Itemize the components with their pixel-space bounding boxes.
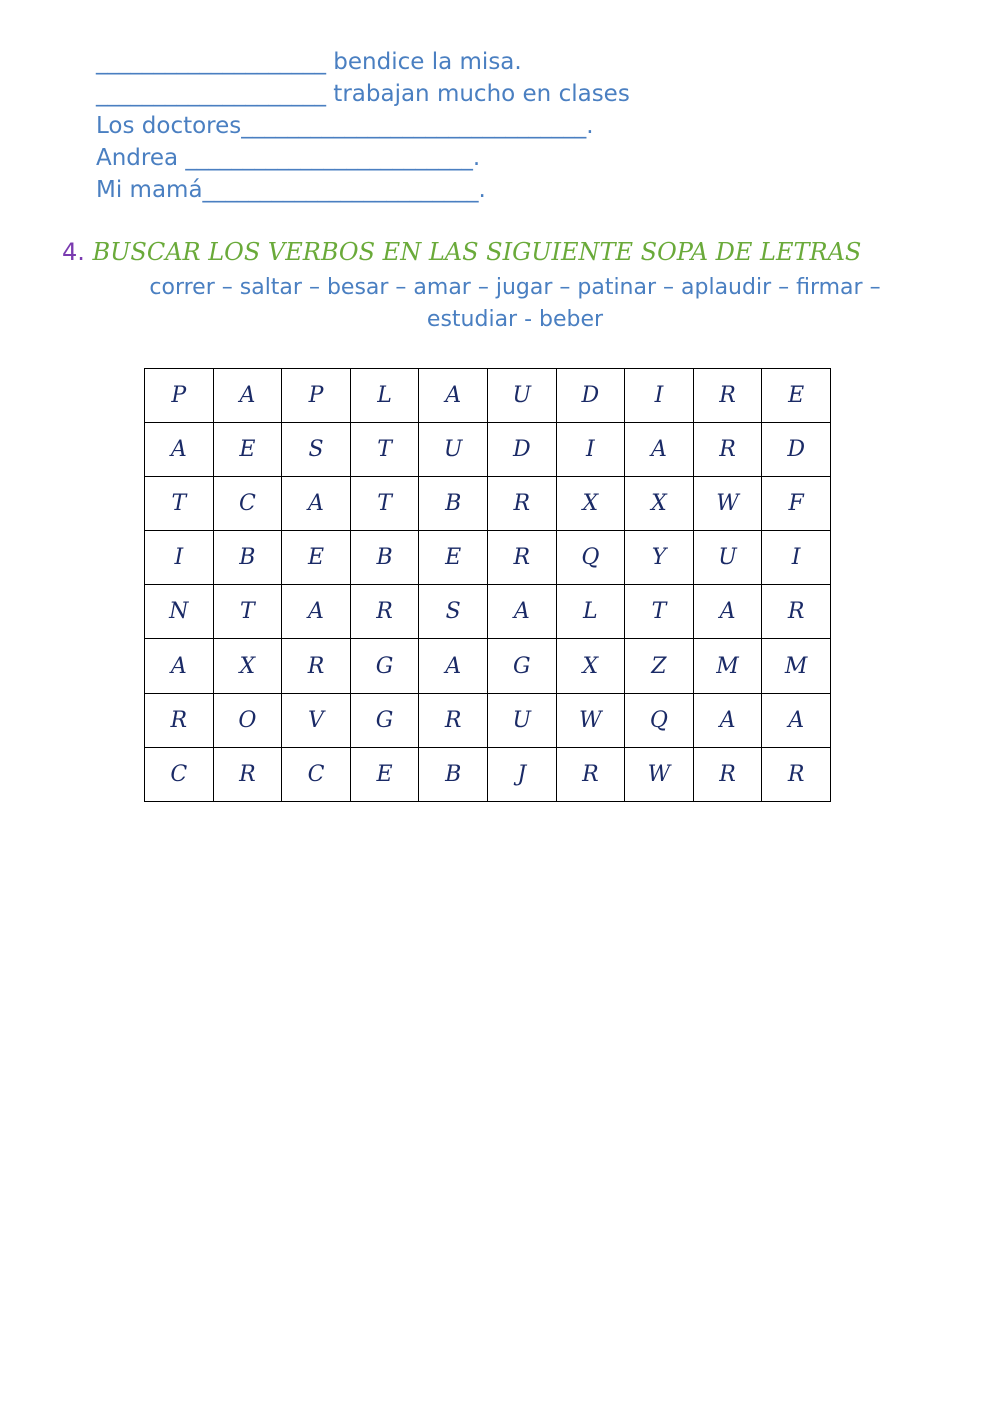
word-search-grid bbox=[144, 368, 831, 802]
grid-cell[interactable]: U bbox=[419, 423, 488, 477]
grid-cell[interactable]: E bbox=[762, 369, 831, 423]
grid-cell[interactable]: A bbox=[693, 585, 762, 639]
grid-cell[interactable]: X bbox=[213, 639, 282, 693]
grid-cell[interactable]: R bbox=[213, 747, 282, 801]
grid-cell[interactable]: R bbox=[145, 693, 214, 747]
grid-cell[interactable]: A bbox=[487, 585, 556, 639]
grid-cell[interactable]: W bbox=[625, 747, 694, 801]
grid-cell[interactable]: Y bbox=[625, 531, 694, 585]
grid-cell[interactable]: A bbox=[625, 423, 694, 477]
grid-cell[interactable]: G bbox=[350, 639, 419, 693]
grid-cell[interactable]: N bbox=[145, 585, 214, 639]
grid-cell[interactable]: T bbox=[625, 585, 694, 639]
grid-cell[interactable]: I bbox=[625, 369, 694, 423]
grid-cell[interactable]: R bbox=[487, 531, 556, 585]
grid-cell[interactable]: E bbox=[282, 531, 351, 585]
grid-cell[interactable]: R bbox=[693, 747, 762, 801]
grid-cell[interactable]: B bbox=[419, 747, 488, 801]
grid-cell[interactable]: B bbox=[213, 531, 282, 585]
grid-cell[interactable]: A bbox=[213, 369, 282, 423]
grid-cell[interactable]: U bbox=[693, 531, 762, 585]
grid-cell[interactable]: R bbox=[419, 693, 488, 747]
grid-row bbox=[145, 639, 831, 693]
exercise-title: BUSCAR LOS VERBOS EN LAS SIGUIENTE SOPA DE LETRAS bbox=[92, 238, 862, 266]
grid-cell[interactable]: A bbox=[145, 423, 214, 477]
grid-cell[interactable]: R bbox=[282, 639, 351, 693]
grid-cell[interactable]: J bbox=[487, 747, 556, 801]
grid-cell[interactable]: T bbox=[350, 423, 419, 477]
sentence-line: ____________________ bendice la misa. bbox=[96, 49, 522, 75]
grid-cell[interactable]: X bbox=[556, 639, 625, 693]
grid-cell[interactable]: E bbox=[350, 747, 419, 801]
grid-cell[interactable]: I bbox=[762, 531, 831, 585]
grid-cell[interactable]: O bbox=[213, 693, 282, 747]
sentence-line: Los doctores______________________________. bbox=[96, 113, 594, 139]
grid-cell[interactable]: R bbox=[762, 747, 831, 801]
grid-cell[interactable]: U bbox=[487, 369, 556, 423]
grid-cell[interactable]: P bbox=[145, 369, 214, 423]
grid-cell[interactable]: D bbox=[487, 423, 556, 477]
grid-cell[interactable]: G bbox=[350, 693, 419, 747]
grid-cell[interactable]: C bbox=[282, 747, 351, 801]
grid-row bbox=[145, 531, 831, 585]
grid-cell[interactable]: S bbox=[419, 585, 488, 639]
grid-cell[interactable]: R bbox=[556, 747, 625, 801]
fill-in-sentences bbox=[96, 46, 630, 206]
grid-cell[interactable]: A bbox=[282, 477, 351, 531]
grid-cell[interactable]: E bbox=[213, 423, 282, 477]
grid-cell[interactable]: A bbox=[693, 693, 762, 747]
grid-row bbox=[145, 585, 831, 639]
grid-cell[interactable]: A bbox=[419, 639, 488, 693]
grid-cell[interactable]: T bbox=[350, 477, 419, 531]
grid-cell[interactable]: B bbox=[419, 477, 488, 531]
exercise-number: 4. bbox=[62, 238, 85, 266]
grid-cell[interactable]: M bbox=[693, 639, 762, 693]
grid-cell[interactable]: R bbox=[350, 585, 419, 639]
grid-cell[interactable]: M bbox=[762, 639, 831, 693]
grid-cell[interactable]: G bbox=[487, 639, 556, 693]
sentence-line: ____________________ trabajan mucho en clases bbox=[96, 81, 630, 107]
grid-cell[interactable]: I bbox=[556, 423, 625, 477]
grid-cell[interactable]: Q bbox=[625, 693, 694, 747]
grid-row bbox=[145, 477, 831, 531]
grid-cell[interactable]: A bbox=[282, 585, 351, 639]
grid-cell[interactable]: S bbox=[282, 423, 351, 477]
grid-cell[interactable]: C bbox=[145, 747, 214, 801]
grid-cell[interactable]: L bbox=[350, 369, 419, 423]
grid-cell[interactable]: T bbox=[213, 585, 282, 639]
grid-cell[interactable]: T bbox=[145, 477, 214, 531]
grid-row bbox=[145, 693, 831, 747]
grid-cell[interactable]: R bbox=[762, 585, 831, 639]
grid-cell[interactable]: B bbox=[350, 531, 419, 585]
grid-cell[interactable]: Z bbox=[625, 639, 694, 693]
grid-cell[interactable]: W bbox=[693, 477, 762, 531]
grid-row bbox=[145, 369, 831, 423]
grid-cell[interactable]: F bbox=[762, 477, 831, 531]
exercise-heading bbox=[62, 238, 861, 266]
grid-cell[interactable]: I bbox=[145, 531, 214, 585]
grid-cell[interactable]: A bbox=[419, 369, 488, 423]
grid-cell[interactable]: L bbox=[556, 585, 625, 639]
grid-cell[interactable]: E bbox=[419, 531, 488, 585]
grid-cell[interactable]: X bbox=[625, 477, 694, 531]
grid-cell[interactable]: V bbox=[282, 693, 351, 747]
sentence-line: Mi mamá________________________. bbox=[96, 177, 486, 203]
grid-cell[interactable]: P bbox=[282, 369, 351, 423]
grid-cell[interactable]: D bbox=[556, 369, 625, 423]
grid-cell[interactable]: W bbox=[556, 693, 625, 747]
grid-cell[interactable]: Q bbox=[556, 531, 625, 585]
verb-list-line-2: estudiar - beber bbox=[426, 307, 604, 332]
grid-cell[interactable]: X bbox=[556, 477, 625, 531]
grid-cell[interactable]: A bbox=[145, 639, 214, 693]
sentence-line: Andrea _________________________. bbox=[96, 145, 481, 171]
grid-cell[interactable]: A bbox=[762, 693, 831, 747]
grid-row bbox=[145, 423, 831, 477]
grid-cell[interactable]: C bbox=[213, 477, 282, 531]
grid-row bbox=[145, 747, 831, 801]
grid-cell[interactable]: D bbox=[762, 423, 831, 477]
grid-cell[interactable]: R bbox=[487, 477, 556, 531]
grid-cell[interactable]: R bbox=[693, 423, 762, 477]
grid-cell[interactable]: R bbox=[693, 369, 762, 423]
grid-cell[interactable]: U bbox=[487, 693, 556, 747]
verb-list-line-1: correr – saltar – besar – amar – jugar – patinar – aplaudir – firmar – bbox=[149, 275, 881, 300]
